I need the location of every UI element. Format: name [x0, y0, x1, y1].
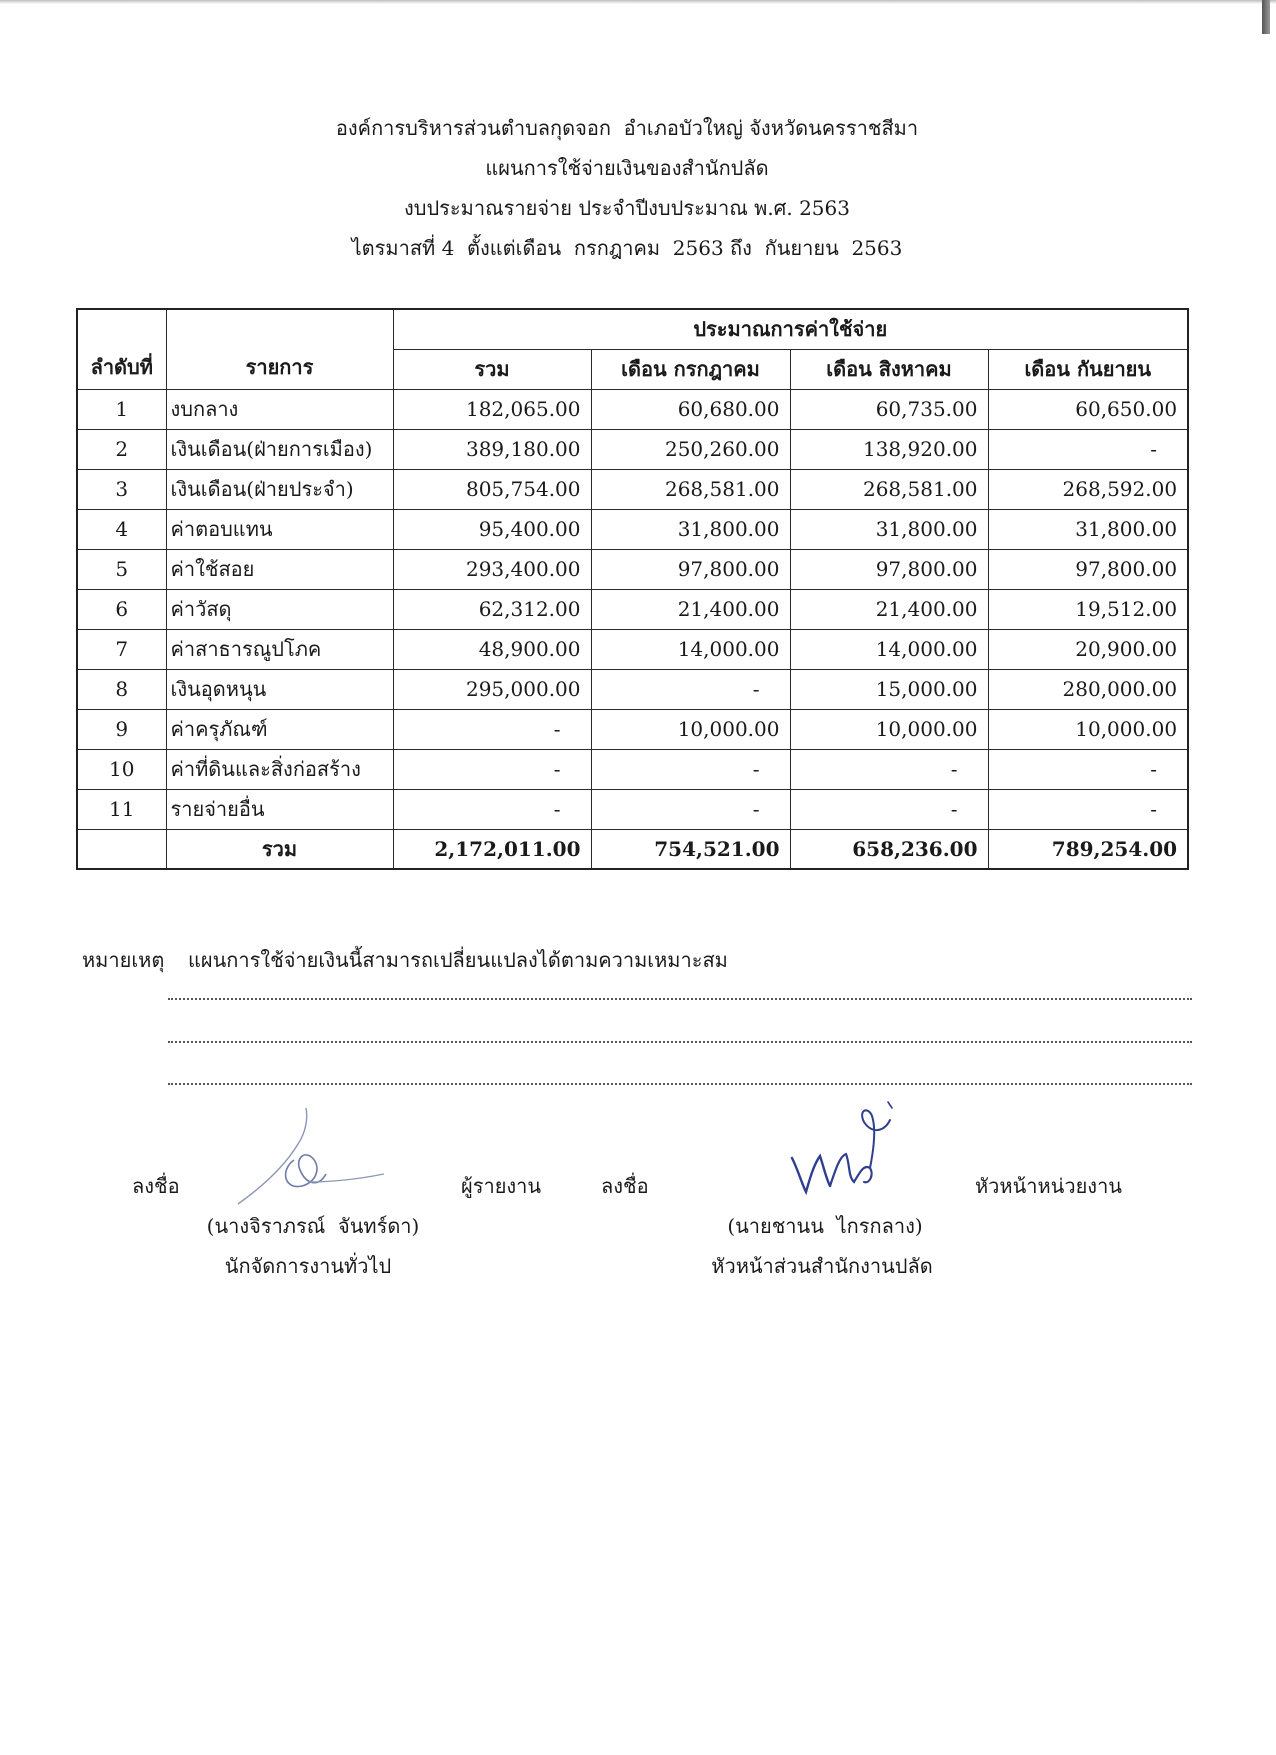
cell-item: รายจ่ายอื่น	[166, 789, 393, 829]
cell-item: เงินอุดหนุน	[166, 669, 393, 709]
scan-top-shadow	[0, 0, 1276, 4]
cell-sep: 268,592.00	[988, 469, 1188, 509]
cell-sep: 97,800.00	[988, 549, 1188, 589]
cell-total: 182,065.00	[393, 389, 591, 429]
scan-edge-mark	[1262, 0, 1270, 34]
cell-total: 48,900.00	[393, 629, 591, 669]
cell-aug: -	[790, 749, 988, 789]
cell-item: ค่าสาธารณูปโภค	[166, 629, 393, 669]
total-cell-jul: 754,521.00	[591, 829, 790, 869]
total-label: รวม	[166, 829, 393, 869]
cell-aug: 14,000.00	[790, 629, 988, 669]
cell-aug: 97,800.00	[790, 549, 988, 589]
cell-aug: 21,400.00	[790, 589, 988, 629]
cell-aug: 15,000.00	[790, 669, 988, 709]
cell-no: 8	[77, 669, 166, 709]
table-row	[77, 709, 1188, 749]
cell-item: เงินเดือน(ฝ่ายการเมือง)	[166, 429, 393, 469]
cell-aug: 60,735.00	[790, 389, 988, 429]
left-sign-label: ลงชื่อ	[132, 1174, 180, 1198]
cell-item: ค่าตอบแทน	[166, 509, 393, 549]
total-cell-sep: 789,254.00	[988, 829, 1188, 869]
cell-no: 10	[77, 749, 166, 789]
cell-jul: 97,800.00	[591, 549, 790, 589]
column-header-total: รวม	[393, 349, 591, 389]
cell-total: 62,312.00	[393, 589, 591, 629]
right-signer-position: หัวหน้าส่วนสำนักงานปลัด	[711, 1254, 933, 1278]
cell-no: 3	[77, 469, 166, 509]
cell-item: งบกลาง	[166, 389, 393, 429]
cell-sep: 20,900.00	[988, 629, 1188, 669]
right-signer-name: (นายชานน ไกรกลาง)	[727, 1214, 923, 1238]
cell-jul: 268,581.00	[591, 469, 790, 509]
table-row	[77, 389, 1188, 429]
cell-no: 2	[77, 429, 166, 469]
cell-item: ค่าที่ดินและสิ่งก่อสร้าง	[166, 749, 393, 789]
cell-total: 295,000.00	[393, 669, 591, 709]
cell-total: -	[393, 709, 591, 749]
column-header-aug: เดือน สิงหาคม	[790, 349, 988, 389]
cell-item: เงินเดือน(ฝ่ายประจำ)	[166, 469, 393, 509]
cell-total: 293,400.00	[393, 549, 591, 589]
cell-total: -	[393, 749, 591, 789]
cell-aug: 268,581.00	[790, 469, 988, 509]
table-row	[77, 789, 1188, 829]
dotted-line	[168, 998, 1192, 1000]
cell-no: 1	[77, 389, 166, 429]
table-row	[77, 629, 1188, 669]
cell-sep: 10,000.00	[988, 709, 1188, 749]
cell-aug: 138,920.00	[790, 429, 988, 469]
column-group-header: ประมาณการค่าใช้จ่าย	[393, 309, 1188, 349]
cell-sep: -	[988, 429, 1188, 469]
cell-no: 9	[77, 709, 166, 749]
cell-sep: 280,000.00	[988, 669, 1188, 709]
cell-item: ค่าครุภัณฑ์	[166, 709, 393, 749]
cell-sep: 19,512.00	[988, 589, 1188, 629]
cell-sep: 31,800.00	[988, 509, 1188, 549]
table-row	[77, 589, 1188, 629]
cell-jul: 14,000.00	[591, 629, 790, 669]
total-cell-total: 2,172,011.00	[393, 829, 591, 869]
table-header-row	[77, 309, 1188, 349]
right-sign-label: ลงชื่อ	[601, 1174, 649, 1198]
cell-item: ค่าวัสดุ	[166, 589, 393, 629]
cell-sep: -	[988, 789, 1188, 829]
cell-total: 805,754.00	[393, 469, 591, 509]
table-row	[77, 509, 1188, 549]
left-handwritten-signature	[236, 1104, 386, 1214]
dotted-line	[168, 1083, 1192, 1085]
cell-sep: -	[988, 749, 1188, 789]
note-label: หมายเหตุ	[82, 948, 165, 972]
cell-sep: 60,650.00	[988, 389, 1188, 429]
cell-no: 6	[77, 589, 166, 629]
cell-total: 95,400.00	[393, 509, 591, 549]
table-row	[77, 669, 1188, 709]
column-header-sep: เดือน กันยายน	[988, 349, 1188, 389]
header-plan-title: แผนการใช้จ่ายเงินของสำนักปลัด	[485, 156, 769, 180]
cell-aug: 10,000.00	[790, 709, 988, 749]
table-row	[77, 549, 1188, 589]
total-cell-aug: 658,236.00	[790, 829, 988, 869]
cell-total: -	[393, 789, 591, 829]
cell-no: 11	[77, 789, 166, 829]
right-handwritten-signature	[784, 1098, 899, 1198]
note-text: แผนการใช้จ่ายเงินนี้สามารถเปลี่ยนแปลงได้ตามความเหมาะสม	[188, 948, 728, 972]
cell-jul: 21,400.00	[591, 589, 790, 629]
table-row	[77, 749, 1188, 789]
table-row	[77, 469, 1188, 509]
left-role: ผู้รายงาน	[461, 1174, 542, 1198]
table-body	[77, 389, 1188, 829]
cell-jul: 31,800.00	[591, 509, 790, 549]
cell-jul: -	[591, 749, 790, 789]
cell-jul: 250,260.00	[591, 429, 790, 469]
right-role: หัวหน้าหน่วยงาน	[975, 1174, 1122, 1198]
left-signer-name: (นางจิราภรณ์ จันทร์ดา)	[206, 1214, 420, 1238]
dotted-line	[168, 1041, 1192, 1043]
header-budget-year: งบประมาณรายจ่าย ประจำปีงบประมาณ พ.ศ. 2563	[404, 196, 850, 220]
cell-aug: -	[790, 789, 988, 829]
cell-aug: 31,800.00	[790, 509, 988, 549]
table-row	[77, 429, 1188, 469]
cell-jul: 10,000.00	[591, 709, 790, 749]
left-signer-position: นักจัดการงานทั่วไป	[224, 1254, 392, 1278]
cell-item: ค่าใช้สอย	[166, 549, 393, 589]
column-header-jul: เดือน กรกฎาคม	[591, 349, 790, 389]
cell-total: 389,180.00	[393, 429, 591, 469]
table-total-row	[77, 829, 1188, 869]
cell-jul: -	[591, 789, 790, 829]
cell-no: 7	[77, 629, 166, 669]
cell-no: 4	[77, 509, 166, 549]
header-quarter: ไตรมาสที่ 4 ตั้งแต่เดือน กรกฎาคม 2563 ถึง กันยายน 2563	[351, 236, 903, 260]
expense-plan-table	[76, 308, 1189, 870]
column-header-no: ลำดับที่	[77, 309, 166, 389]
cell-no: 5	[77, 549, 166, 589]
header-organization: องค์การบริหารส่วนตำบลกุดจอก อำเภอบัวใหญ่ จังหวัดนครราชสีมา	[335, 116, 919, 140]
cell-jul: 60,680.00	[591, 389, 790, 429]
cell-jul: -	[591, 669, 790, 709]
column-header-item: รายการ	[166, 309, 393, 389]
total-cell-empty	[77, 829, 166, 869]
